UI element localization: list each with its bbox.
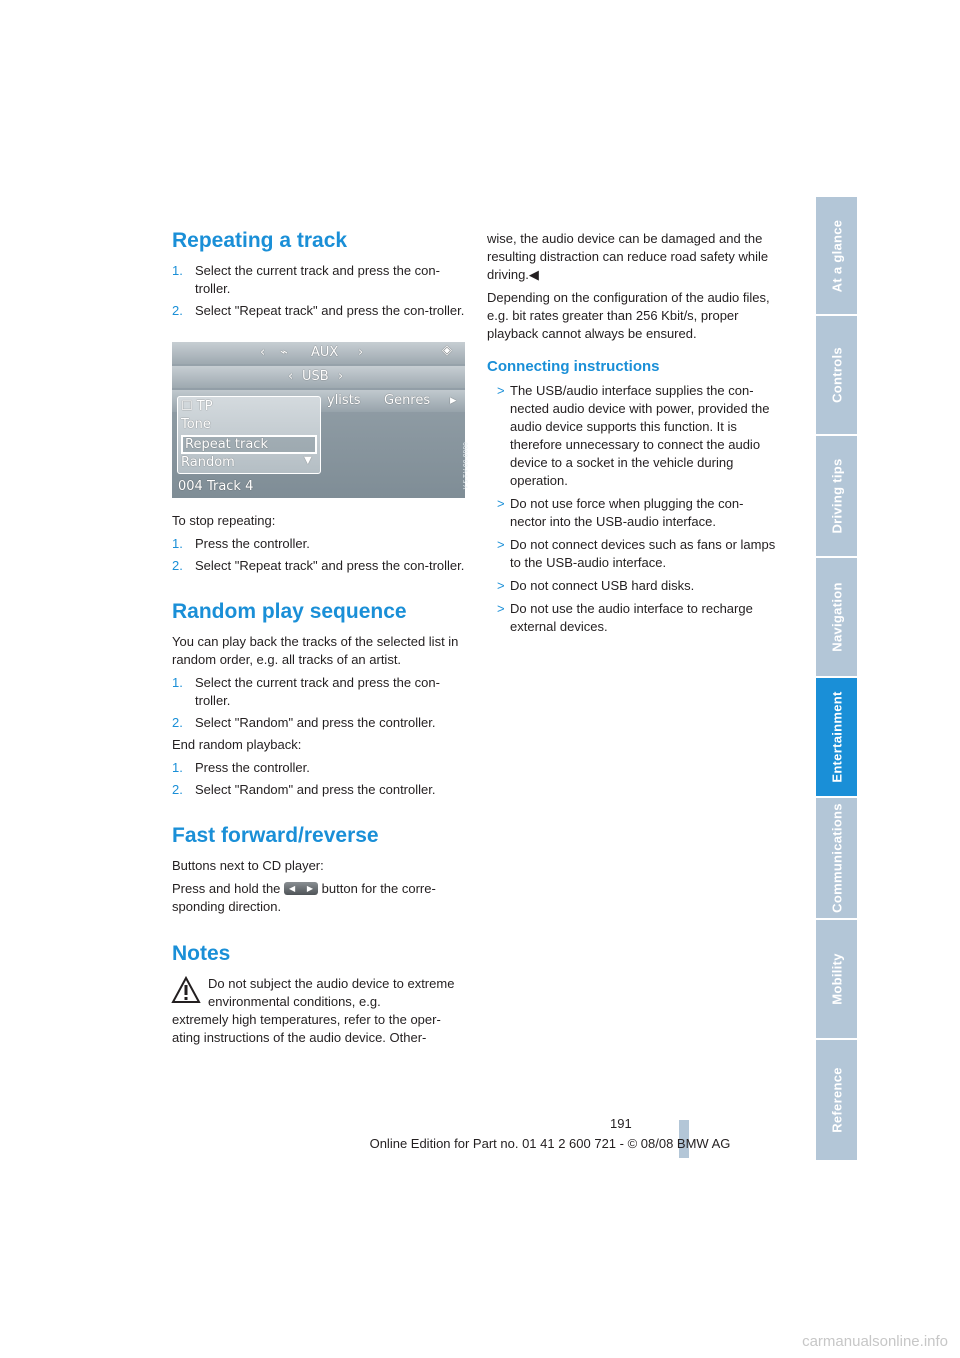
screen-tab-playlists: ylists <box>327 393 361 408</box>
screen-tab-genres: Genres <box>384 393 431 408</box>
chevron-right-icon: › <box>338 369 344 384</box>
screen-top-bar <box>172 342 465 364</box>
random-step-1: 1. Select the current track and press the con-troller. <box>172 675 440 708</box>
end-random-intro: End random playback: <box>172 737 302 752</box>
heading-fast-forward: Fast forward/reverse <box>172 824 379 847</box>
screen-second-bar <box>172 366 465 388</box>
screen-menu-item-tone: Tone <box>181 417 211 432</box>
bullet-item: > Do not connect devices such as fans or lamps to the USB-audio interface. <box>497 537 776 570</box>
left-column <box>172 228 469 1052</box>
screen-menu-item-tp: ☐ TP <box>181 399 213 414</box>
note-text-first: Do not subject the audio device to extreme environmental conditions, e.g. <box>208 976 455 1009</box>
footer-text: Online Edition for Part no. 01 41 2 600 721 - © 08/08 BMW AG <box>369 1136 731 1151</box>
tab-mobility[interactable]: Mobility <box>816 920 857 1040</box>
watermark: carmanualsonline.info <box>802 1333 948 1350</box>
note-continuation: wise, the audio device can be damaged and the resulting distraction can reduce road safety while driving.◀ <box>487 231 769 282</box>
caution-note <box>172 975 465 1047</box>
source-icon: ⌁ <box>280 345 288 360</box>
controller-icon: ◈ <box>442 343 452 358</box>
random-intro: You can play back the tracks of the selected list in random order, e.g. all tracks of an artist. <box>172 634 459 667</box>
bullet-item: > Do not use force when plugging the con-nector into the USB-audio interface. <box>497 496 744 529</box>
tab-navigation[interactable]: Navigation <box>816 558 857 678</box>
note-text-rest: extremely high temperatures, refer to the oper-ating instructions of the audio device. Other- <box>172 1012 441 1045</box>
screen-status-line: 004 Track 4 <box>178 479 254 494</box>
seek-button-icon: ◀ ▶ <box>284 882 318 895</box>
heading-notes: Notes <box>172 942 231 965</box>
tab-reference[interactable]: Reference <box>816 1040 857 1162</box>
fast-intro: Buttons next to CD player: <box>172 858 324 873</box>
end-step-1: 1. Press the controller. <box>172 760 310 775</box>
arrow-right-icon: ▸ <box>450 393 457 408</box>
screen-second-label: USB <box>302 369 329 384</box>
tab-at-a-glance[interactable]: At a glance <box>816 197 857 316</box>
bullet-item: > Do not connect USB hard disks. <box>497 578 695 593</box>
screen-menu-item-repeat-track: Repeat track <box>181 435 317 454</box>
heading-repeating-track: Repeating a track <box>172 229 348 252</box>
tab-controls[interactable]: Controls <box>816 316 857 436</box>
stop-step-1: 1. Press the controller. <box>172 536 310 551</box>
fast-instruction: Press and hold the ◀ ▶ button for the corre-sponding direction. <box>172 881 436 914</box>
random-step-2: 2. Select "Random" and press the controller. <box>172 715 436 730</box>
warning-icon <box>172 977 200 1003</box>
tab-entertainment[interactable]: Entertainment <box>816 678 857 798</box>
repeat-step-2: 2. Select "Repeat track" and press the con-troller. <box>172 303 465 318</box>
end-step-2: 2. Select "Random" and press the controller. <box>172 782 436 797</box>
bullet-item: > The USB/audio interface supplies the con-nected audio device with power, provided the audio device supports this function. It is therefore unnecessary to connect the audio device to a socket in the vehicle during operation. <box>497 383 770 488</box>
right-column <box>487 230 779 641</box>
stop-step-2: 2. Select "Repeat track" and press the con-troller. <box>172 558 465 573</box>
chevron-right-icon: › <box>358 345 364 360</box>
stop-intro: To stop repeating: <box>172 513 276 528</box>
arrow-down-icon: ▼ <box>304 455 312 466</box>
heading-connecting-instructions: Connecting instructions <box>487 358 660 375</box>
screen-menu-item-random: Random <box>181 455 235 470</box>
chevron-left-icon: ‹ <box>260 345 266 360</box>
end-mark-icon: ◀ <box>528 267 539 282</box>
tab-communications[interactable]: Communications <box>816 798 857 920</box>
figure-code: V-S-T-V-00-0000 <box>462 442 469 490</box>
tab-driving-tips[interactable]: Driving tips <box>816 436 857 558</box>
screen-options-menu <box>177 396 321 474</box>
heading-random-play: Random play sequence <box>172 600 407 623</box>
config-text: Depending on the configuration of the audio files, e.g. bit rates greater than 256 Kbit/s, proper playback cannot always be ensured. <box>487 290 770 341</box>
repeat-step-1: 1. Select the current track and press the con-troller. <box>172 263 440 296</box>
screen-top-label: AUX <box>311 345 339 360</box>
bullet-item: > Do not use the audio interface to recharge external devices. <box>497 601 753 634</box>
idrive-screenshot <box>172 342 469 498</box>
chevron-left-icon: ‹ <box>288 369 294 384</box>
page-number: 191 <box>610 1116 632 1131</box>
